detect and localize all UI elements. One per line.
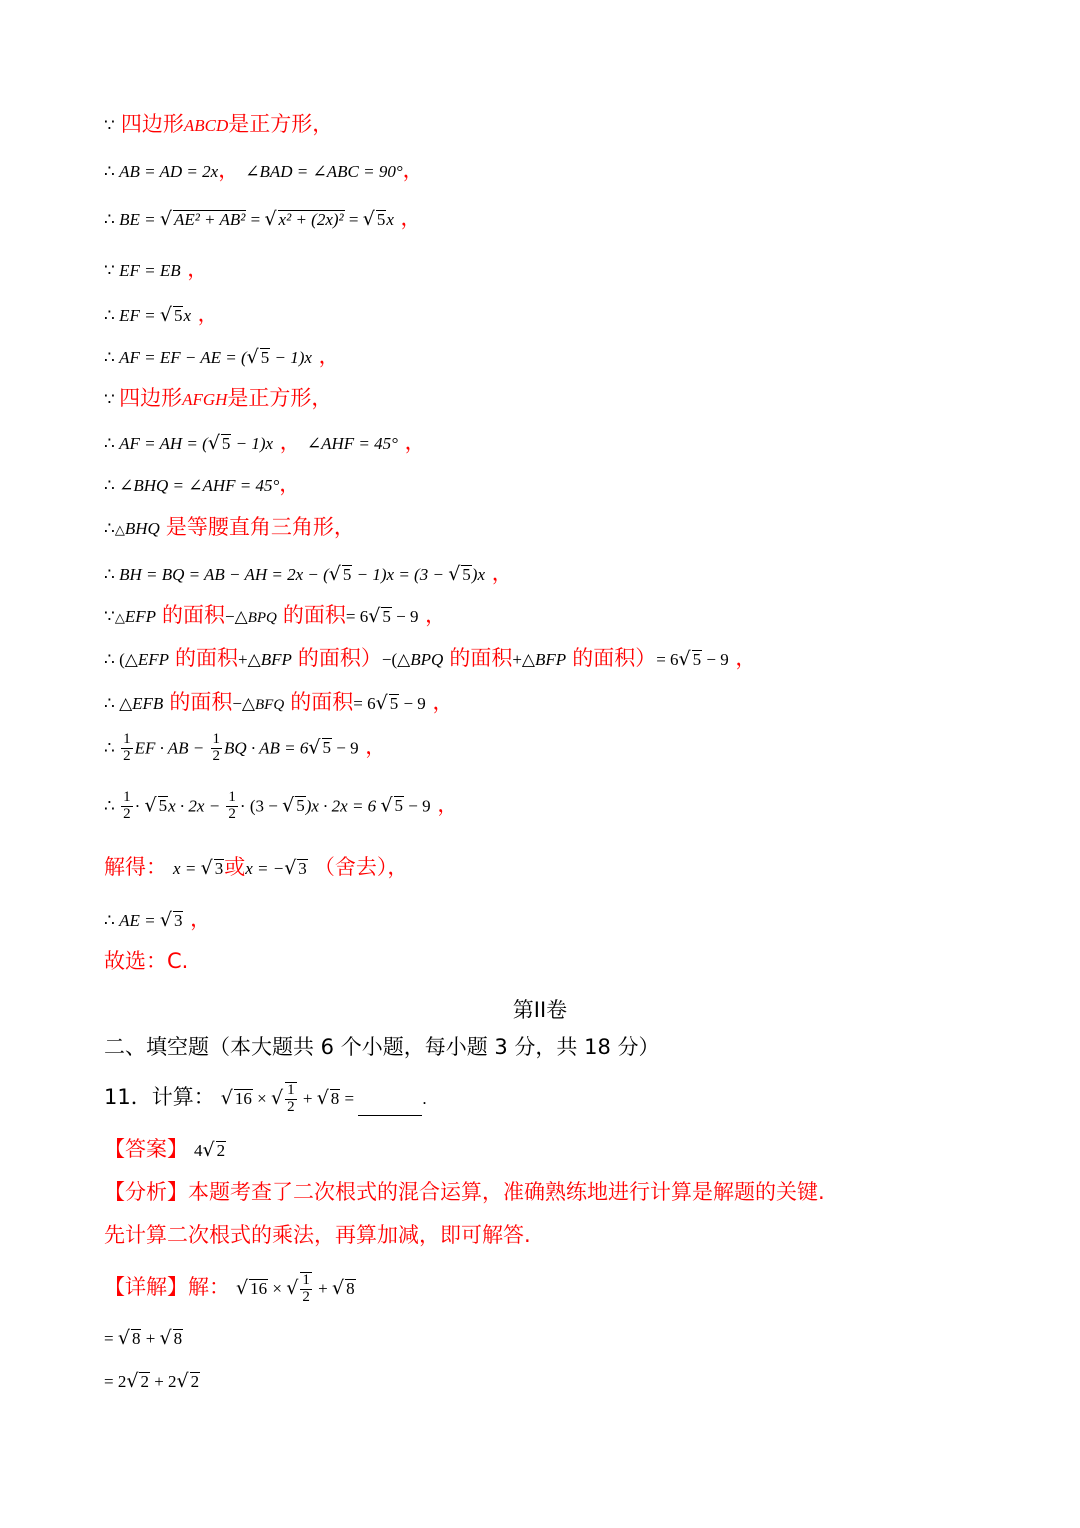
fraction: $\frac{1}{2}$: [287, 1082, 295, 1115]
answer-line: 【答案】 4√ 2: [104, 1137, 226, 1161]
line-17: 解得： x = √ 3或x = −√ 3 （舍去），: [104, 855, 409, 879]
question-11: 11．计算： √ 16 × √ $\frac{1}{2}$ + √ 8 = .: [104, 1082, 427, 1115]
line-11: ∴ BH = BQ = AB − AH = 2x − (√ 5 − 1)x = (3 − √ 5)x ，: [104, 561, 513, 585]
fraction: $\frac{1}{2}$: [123, 731, 131, 764]
derivation-step-1: = √ 8 + √ 8: [104, 1327, 183, 1349]
line-2: ∴ AB = AD = 2x， ∠BAD = ∠ABC = 90°，: [104, 158, 424, 182]
line-5: ∴ EF = √ 5x ，: [104, 302, 219, 326]
line-1: ∵ 四边形ABCD是正方形，: [104, 112, 334, 136]
fraction: $\frac{1}{2}$: [302, 1272, 310, 1305]
line-6: ∴ AF = EF − AE = (√ 5 − 1)x ，: [104, 344, 340, 368]
analysis-line: 【分析】本题考查了二次根式的混合运算，准确熟练地进行计算是解题的关键.: [104, 1180, 825, 1204]
line-19: 故选：C.: [104, 949, 189, 973]
line-8: ∴ AF = AH = (√ 5 − 1)x ， ∠AHF = 45° ，: [104, 430, 426, 454]
line-10: ∴△BHQ 是等腰直角三角形，: [104, 515, 355, 539]
line-7: ∵ 四边形AFGH是正方形，: [104, 386, 333, 410]
section-title: 第II卷: [512, 998, 568, 1022]
line-4: ∵ EF = EB ，: [104, 257, 209, 281]
line-16: ∴ $\frac{1}{2}$ · √ 5x · 2x − $\frac{1}{2}$ · (3 − √ 5)x · 2x = 6 √ 5 − 9 ，: [104, 789, 459, 822]
fraction: $\frac{1}{2}$: [228, 789, 236, 822]
analysis-line-2: 先计算二次根式的乘法，再算加减，即可解答.: [104, 1223, 531, 1247]
line-14: ∴ △EFB 的面积−△BFQ 的面积= 6√ 5 − 9 ，: [104, 690, 454, 714]
line-12: ∵△EFP 的面积−△BPQ 的面积= 6√ 5 − 9 ，: [104, 603, 447, 627]
line-15: ∴ $\frac{1}{2}$ EF · AB − $\frac{1}{2}$ BQ · AB = 6√ 5 − 9 ，: [104, 731, 387, 764]
answer-blank: [358, 1097, 422, 1116]
fraction: $\frac{1}{2}$: [212, 731, 221, 764]
derivation-step-2: = 2√ 2 + 2√ 2: [104, 1370, 200, 1392]
detail-line: 【详解】解： √ 16 × √ $\frac{1}{2}$ + √ 8: [104, 1272, 355, 1305]
part-heading: 二、填空题（本大题共 6 个小题，每小题 3 分，共 18 分）: [104, 1035, 660, 1059]
line-13: ∴ (△EFP 的面积+△BFP 的面积）−(△BPQ 的面积+△BFP 的面积）= 6√ 5 − 9 ，: [104, 646, 757, 670]
line-3: ∴ BE = √ AE² + AB² = √ x² + (2x)² = √ 5x ，: [104, 206, 422, 230]
line-18: ∴ AE = √ 3 ，: [104, 907, 212, 931]
line-9: ∴ ∠BHQ = ∠AHF = 45°，: [104, 472, 301, 496]
fraction: $\frac{1}{2}$: [123, 789, 131, 822]
